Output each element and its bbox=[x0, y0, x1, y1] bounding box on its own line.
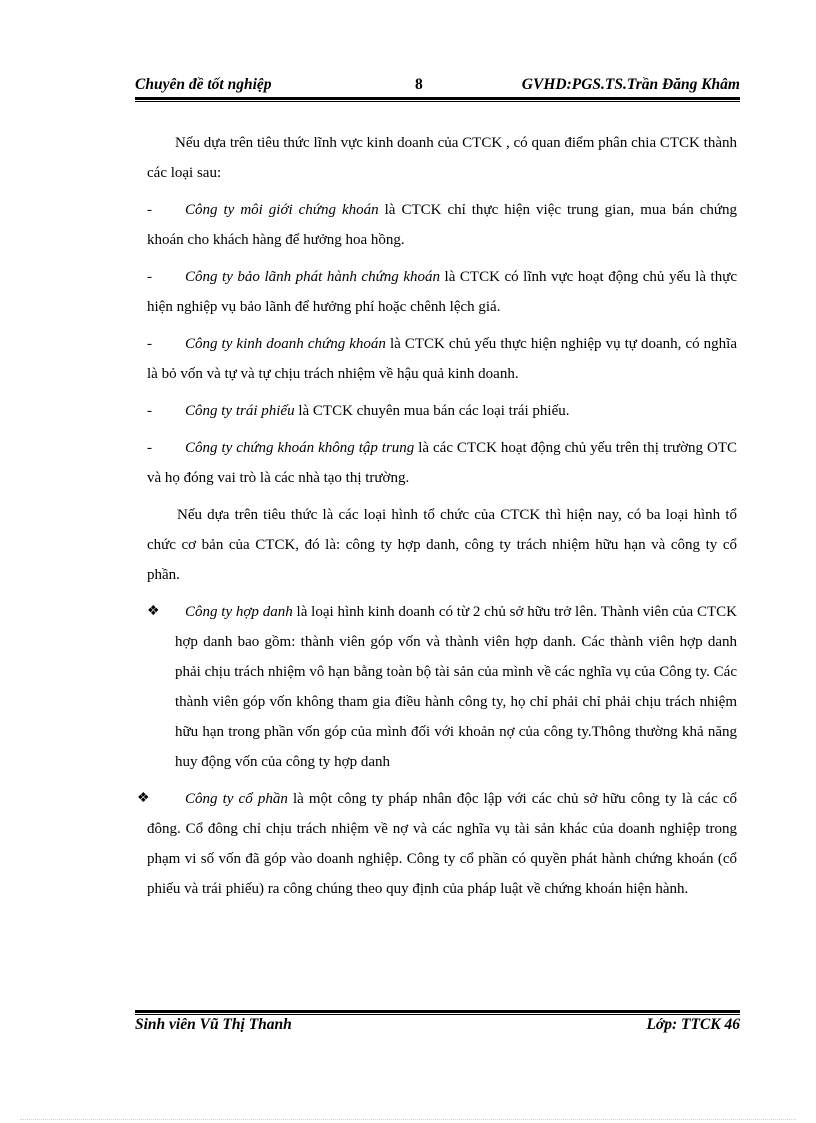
header-rule bbox=[135, 97, 740, 102]
list-item-text: là CTCK chuyên mua bán các loại trái phiếu. bbox=[294, 403, 570, 419]
list-item-term: Công ty bảo lãnh phát hành chứng khoán bbox=[185, 269, 440, 285]
dash-bullet: - bbox=[147, 440, 152, 456]
page-footer bbox=[135, 1016, 740, 1038]
page-header bbox=[135, 74, 740, 96]
paragraph-intro: Nếu dựa trên tiêu thức lĩnh vực kinh doanh của CTCK , có quan điểm phân chia CTCK thành các loại sau: bbox=[147, 135, 737, 181]
list-item bbox=[147, 433, 737, 493]
list-item bbox=[147, 195, 737, 255]
list-item-text: là loại hình kinh doanh có từ 2 chủ sở hữu trở lên. Thành viên của CTCK hợp danh bao gồm: thành viên góp vốn và thành viên hợp danh. Các thành viên hợp danh phải chịu trách nhiệm vô hạn bằng toàn bộ tài sản của mình về các nghĩa vụ của Công ty. Các thành viên góp vốn không tham gia điều hành công ty, họ chỉ phải chỉ phải chịu trách nhiệm hữu hạn trong phần vốn góp của mình đối với khoản nợ của công ty.Thông thường khả năng huy động vốn của công ty hợp danh bbox=[175, 604, 737, 770]
diamond-bullet-icon: ❖ bbox=[147, 604, 160, 619]
list-item-text: là CTCK chỉ thực hiện việc trung gian, mua bán chứng khoán cho khách hàng để hưởng hoa hồng. bbox=[147, 202, 737, 248]
header-supervisor: GVHD:PGS.TS.Trần Đăng Khâm bbox=[521, 76, 740, 93]
page-number: 8 bbox=[415, 76, 423, 93]
paragraph-org-types: Nếu dựa trên tiêu thức là các loại hình tổ chức của CTCK thì hiện nay, có ba loại hình tổ chức cơ bản của CTCK, đó là: công ty hợp danh, công ty trách nhiệm hữu hạn và công ty cổ phần. bbox=[147, 507, 737, 583]
list-item-term: Công ty kinh doanh chứng khoán bbox=[185, 336, 386, 352]
diamond-list-item bbox=[147, 597, 737, 777]
list-item-term: Công ty môi giới chứng khoán bbox=[185, 202, 379, 218]
header-title: Chuyên đề tốt nghiệp bbox=[135, 76, 272, 93]
dash-bullet: - bbox=[147, 202, 152, 218]
list-item bbox=[147, 329, 737, 389]
footer-class: Lớp: TTCK 46 bbox=[646, 1016, 740, 1033]
document-body bbox=[137, 128, 738, 911]
list-item-text: là các CTCK hoạt động chủ yếu trên thị trường OTC và họ đóng vai trò là các nhà tạo thị trường. bbox=[147, 440, 737, 486]
list-item-term: Công ty chứng khoán không tập trung bbox=[185, 440, 415, 456]
list-item-term: Công ty trái phiếu bbox=[185, 403, 295, 419]
footer-rule bbox=[135, 1010, 740, 1015]
dash-bullet: - bbox=[147, 403, 152, 419]
dash-bullet: - bbox=[147, 336, 152, 352]
footer-student: Sinh viên Vũ Thị Thanh bbox=[135, 1016, 292, 1033]
list-item bbox=[147, 396, 737, 426]
page-edge-divider bbox=[20, 1119, 796, 1120]
list-item-text: là CTCK có lĩnh vực hoạt động chủ yếu là thực hiện nghiệp vụ bảo lãnh để hưởng phí hoặc chênh lệch giá. bbox=[147, 269, 738, 315]
dash-bullet: - bbox=[147, 269, 152, 285]
list-item-term: Công ty hợp danh bbox=[185, 604, 293, 620]
list-item-term: Công ty cổ phần bbox=[185, 791, 288, 807]
list-item bbox=[147, 262, 737, 322]
list-item-text: là CTCK chủ yếu thực hiện nghiệp vụ tự doanh, có nghĩa là bỏ vốn và tự và tự chịu trách nhiệm về hậu quả kinh doanh. bbox=[147, 336, 737, 382]
diamond-bullet-icon: ❖ bbox=[137, 791, 150, 806]
list-item-text: là một công ty pháp nhân độc lập với các chủ sở hữu công ty là các cổ đông. Cổ đông chỉ chịu trách nhiệm về nợ và các nghĩa vụ tài sản khác của doanh nghiệp trong phạm vi số vốn đã góp vào doanh nghiệp. Công ty cổ phần có quyền phát hành chứng khoán (cổ phiếu và trái phiếu) ra công chúng theo quy định của pháp luật về chứng khoán hiện hành. bbox=[147, 791, 737, 897]
diamond-list-item bbox=[137, 784, 737, 904]
